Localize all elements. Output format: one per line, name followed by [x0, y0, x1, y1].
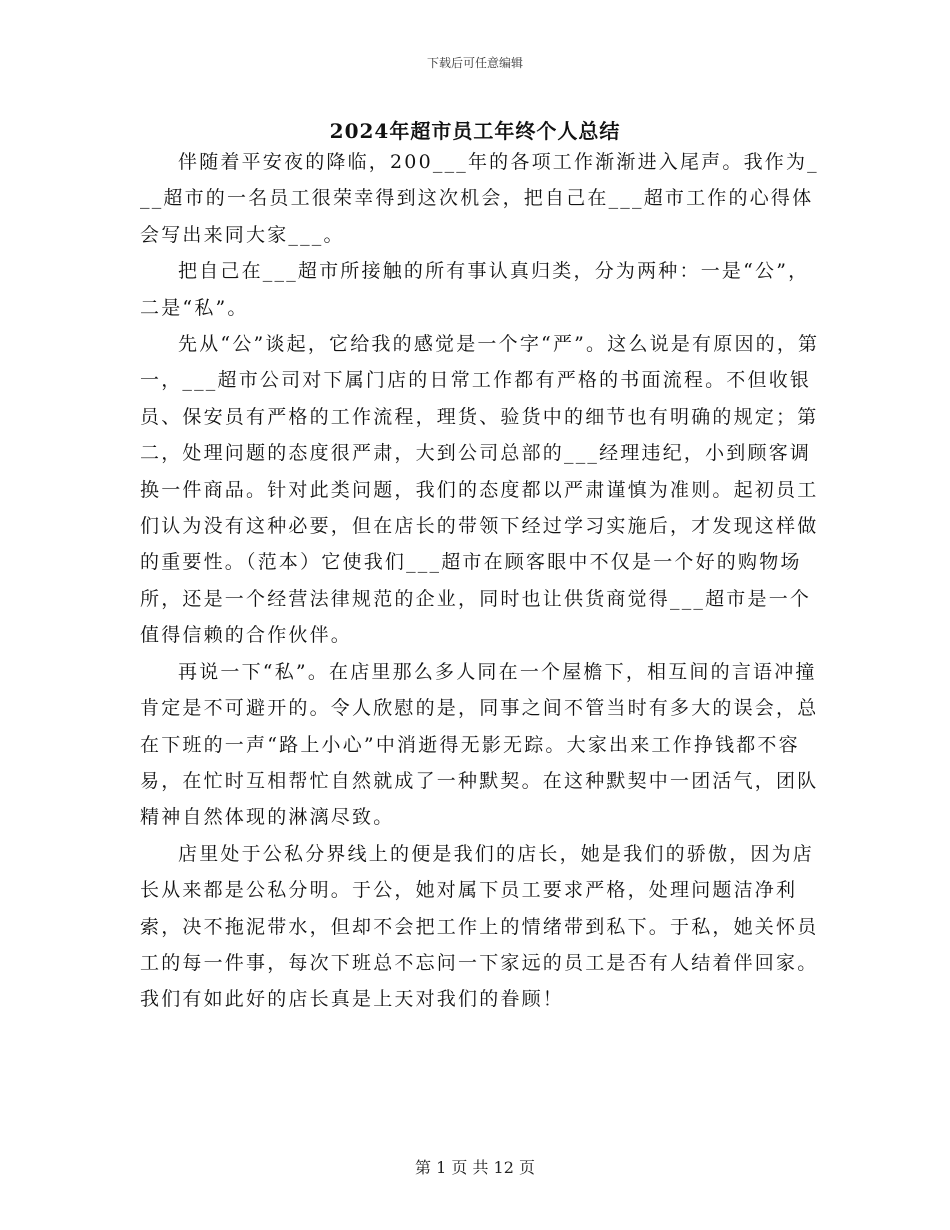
paragraph-store-manager: 店里处于公私分界线上的便是我们的店长，她是我们的骄傲，因为店长从来都是公私分明。于公，她对属下员工要求严格，处理问题洁净利索，决不拖泥带水，但却不会把工作上的情绪带到私下。于私，她关怀员工的每一件事，每次下班总不忘问一下家远的员工是否有人结着伴回家。我们有如此好的店长真是上天对我们的眷顾！ [140, 842, 819, 1011]
header-note: 下载后可任意编辑 [426, 56, 523, 70]
document-title: 2024年超市员工年终个人总结 [329, 119, 621, 143]
paragraph-categories: 把自己在___超市所接触的所有事认真归类，分为两种：一是“公”，二是“私”。 [140, 260, 810, 319]
paragraph-private: 再说一下“私”。在店里那么多人同在一个屋檐下，相互间的言语冲撞肯定是不可避开的。令人欣慰的是，同事之间不管当时有多大的误会，总在下班的一声“路上小心”中消逝得无影无踪。大家出来工作挣钱都不容易，在忙时互相帮忙自然就成了一种默契。在这种默契中一团活气，团队精神自然体现的淋漓尽致。 [140, 660, 819, 829]
paragraph-public: 先从“公”谈起，它给我的感觉是一个字“严”。这么说是有原因的，第一，___超市公司对下属门店的日常工作都有严格的书面流程。不但收银员、保安员有严格的工作流程，理货、验货中的细节也有明确的规定；第二，处理问题的态度很严肃，大到公司总部的___经理违纪，小到顾客调换一件商品。针对此类问题，我们的态度都以严肃谨慎为准则。起初员工们认为没有这种必要，但在店长的带领下经过学习实施后，才发现这样做的重要性。（范本）它使我们___超市在顾客眼中不仅是一个好的购物场所，还是一个经营法律规范的企业，同时也让供货商觉得___超市是一个值得信赖的合作伙伴。 [140, 333, 820, 647]
paragraph-intro: 伴随着平安夜的降临，200___年的各项工作渐渐进入尾声。我作为___超市的一名员工很荣幸得到这次机会，把自己在___超市工作的心得体会写出来同大家___。 [140, 151, 819, 246]
document-body [140, 144, 820, 1018]
page-number: 第 1 页 共 12 页 [415, 1158, 535, 1177]
